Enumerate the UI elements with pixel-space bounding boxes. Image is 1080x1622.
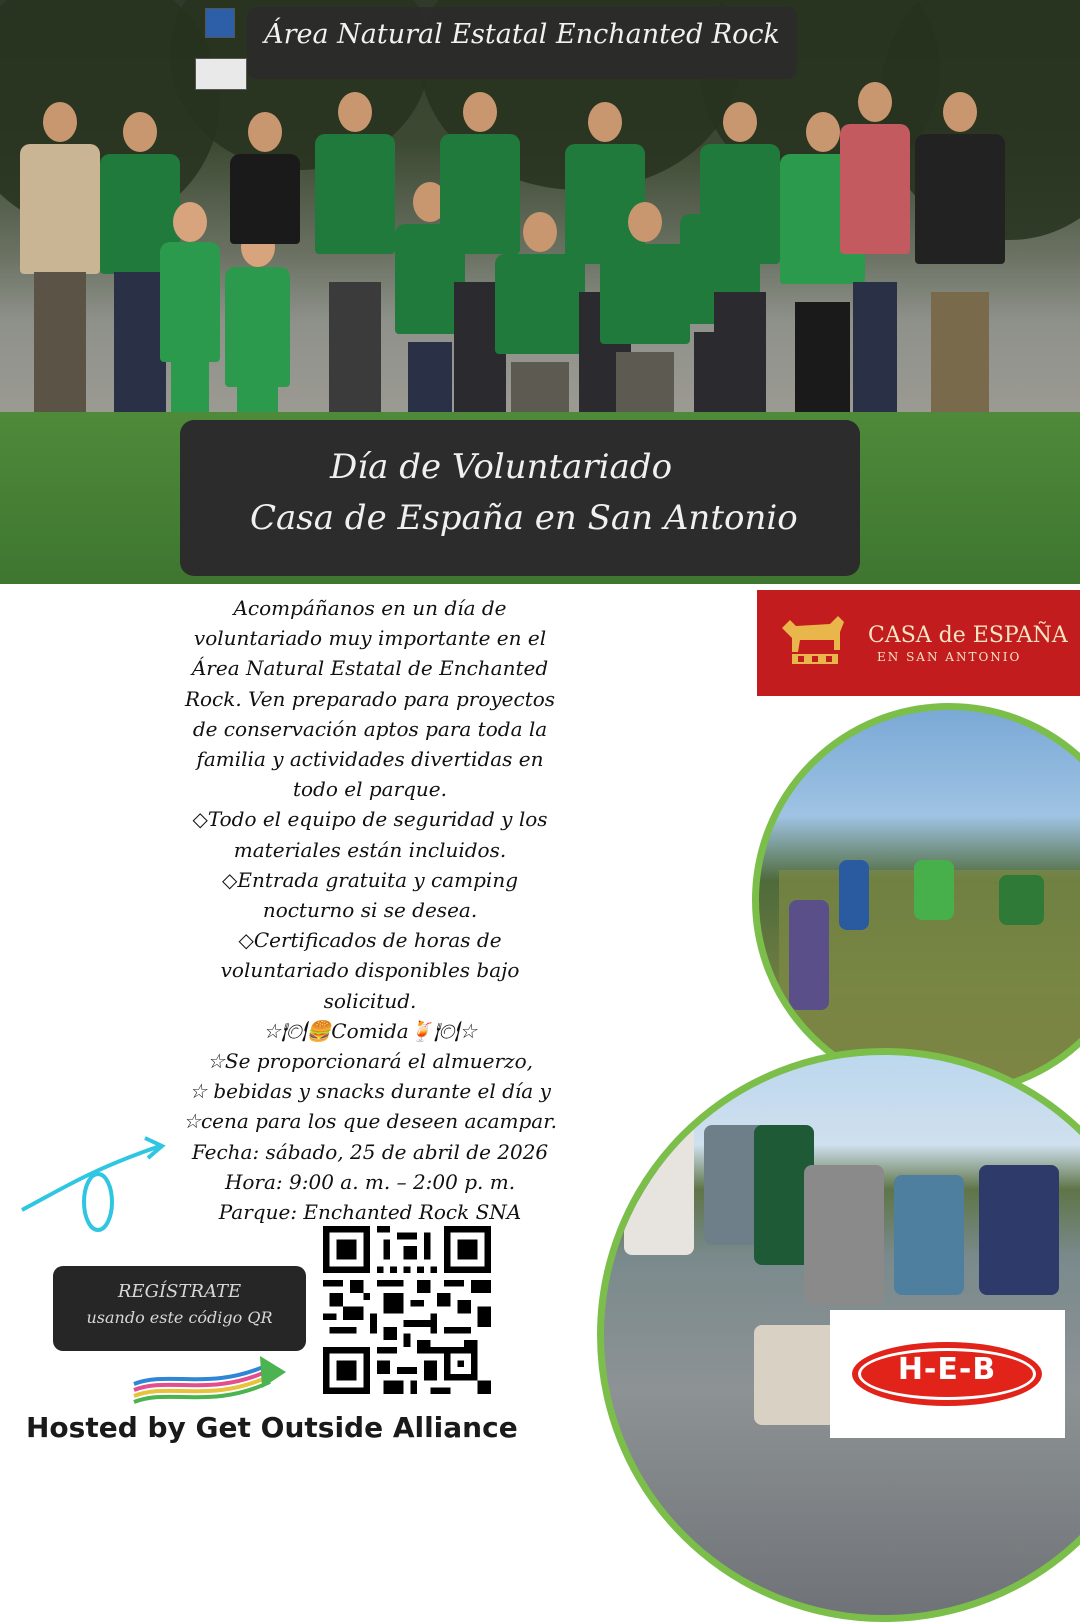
rainbow-arrow-icon bbox=[130, 1354, 290, 1409]
food-heading: ☆🍽🍔Comida🍹🍽☆ bbox=[263, 1018, 477, 1043]
event-time: Hora: 9:00 a. m. – 2:00 p. m. bbox=[224, 1169, 516, 1194]
food-item: ☆cena para los que deseen acampar. bbox=[183, 1109, 557, 1134]
event-title: Día de Voluntariado bbox=[330, 447, 673, 487]
benefit-item: materiales están incluidos. bbox=[233, 837, 507, 862]
food-item: ☆Se proporcionará el almuerzo, bbox=[206, 1049, 533, 1074]
logo-subtitle: EN SAN ANTONIO bbox=[877, 650, 1022, 664]
benefit-item: ◇Certificados de horas de bbox=[238, 928, 502, 953]
benefit-item: ◇Todo el equipo de seguridad y los bbox=[192, 807, 548, 832]
accessibility-sign-icon bbox=[205, 8, 235, 38]
description-line: todo el parque. bbox=[292, 777, 448, 802]
volunteer-figure bbox=[600, 202, 690, 412]
register-label: REGÍSTRATE bbox=[117, 1281, 242, 1302]
description-line: Acompáñanos en un día de bbox=[233, 596, 507, 620]
description-line: Área Natural Estatal de Enchanted bbox=[191, 656, 549, 681]
volunteer-figure bbox=[20, 102, 100, 412]
volunteer-figure bbox=[315, 92, 395, 412]
benefit-item: voluntariado disponibles bajo bbox=[220, 958, 520, 983]
hero-title: Área Natural Estatal Enchanted Rock bbox=[264, 19, 780, 50]
qr-code[interactable] bbox=[323, 1226, 491, 1394]
benefit-item: ◇Entrada gratuita y camping bbox=[221, 867, 518, 892]
heb-logo-text: H-E-B bbox=[897, 1352, 997, 1387]
volunteer-figure bbox=[230, 112, 300, 412]
volunteer-figure bbox=[915, 92, 1005, 412]
benefit-item: solicitud. bbox=[323, 988, 417, 1013]
event-subtitle: Casa de España en San Antonio bbox=[250, 498, 798, 538]
volunteers-field-photo bbox=[752, 703, 1080, 1097]
event-description bbox=[150, 593, 590, 1227]
description-line: de conservación aptos para toda la bbox=[192, 716, 548, 741]
hosted-by-footer: Hosted by Get Outside Alliance bbox=[26, 1411, 518, 1444]
road-sign bbox=[195, 58, 247, 90]
volunteer-figure bbox=[160, 202, 220, 412]
description-line: familia y actividades divertidas en bbox=[196, 747, 544, 772]
description-line: Rock. Ven preparado para proyectos bbox=[184, 686, 556, 711]
bull-icon bbox=[778, 610, 848, 668]
event-date: Fecha: sábado, 25 de abril de 2026 bbox=[191, 1139, 549, 1164]
benefit-item: nocturno si se desea. bbox=[262, 898, 478, 923]
description-line: voluntariado muy importante en el bbox=[193, 626, 547, 651]
volunteer-figure bbox=[700, 102, 780, 412]
food-item: ☆ bebidas y snacks durante el día y bbox=[189, 1079, 551, 1104]
event-park: Parque: Enchanted Rock SNA bbox=[218, 1200, 522, 1225]
swirl-arrow-icon bbox=[20, 1130, 170, 1235]
logo-name: CASA de ESPAÑA bbox=[868, 623, 1068, 648]
volunteer-figure bbox=[840, 82, 910, 412]
register-instruction: usando este código QR bbox=[86, 1308, 273, 1327]
